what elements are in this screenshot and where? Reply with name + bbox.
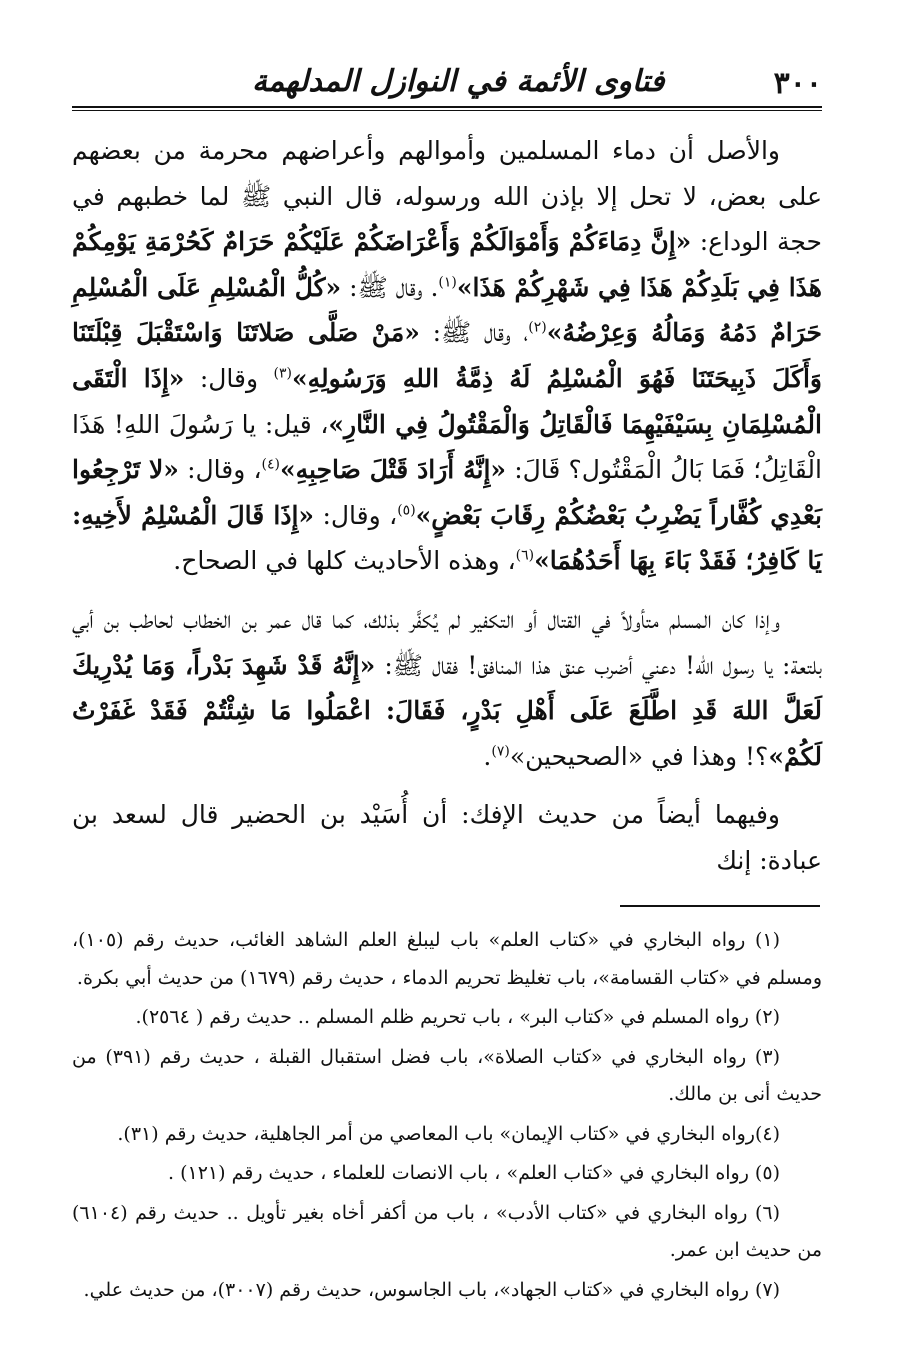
footnote-ref: (٤) bbox=[261, 456, 280, 473]
text-run: وإذا كان المسلم متأولاً في القتال أو التكفير لم يُكفَّر بذلك، كما قال عمر بن الخطاب لحاطب بن أبي بلتعة: يا رسول الله! دعني أضرب عنق هذا المنافق! فقال ﷺ: bbox=[72, 604, 823, 680]
text-run: وفيهما أيضاً من حديث الإفك: أن أُسَيْد بن الحضير قال لسعد بن عبادة: إنك bbox=[72, 800, 822, 875]
running-title: فتاوى الأئمة في النوازل المدلهمة bbox=[252, 64, 665, 99]
hadith-quote: «لا تَرْجِعُوا بَعْدِي كُفَّاراً يَضْرِبُ بَعْضُكُمْ رِقَابَ بَعْضٍ» bbox=[72, 455, 822, 530]
footnotes bbox=[72, 922, 822, 1311]
footnote-ref: (٢) bbox=[528, 320, 547, 337]
hadith-quote: «إِنَّهُ أَرَادَ قَتْلَ صَاحِبِهِ» bbox=[280, 455, 507, 485]
text-run: ، قيل: يا رَسُولَ اللهِ! هَذَا الْقَاتِلُ؛ فَمَا بَالُ الْمَقْتُول؟ قَالَ: bbox=[72, 409, 822, 485]
footnote-ref: (٦) bbox=[515, 548, 535, 565]
hadith-quote: «إِذَا الْتَقَى الْمُسْلِمَانِ بِسَيْفَيْهِمَا فَالْقَاتِلُ وَالْمَقْتُولُ فِي النَّارِ» bbox=[72, 363, 822, 439]
footnote-7: (٧) رواه البخاري في «كتاب الجهاد»، باب الجاسوس، حديث رقم (٣٠٠٧)، من حديث علي. bbox=[83, 1278, 780, 1301]
text-run: وقال: bbox=[184, 363, 274, 393]
text-run: ، وهذه الأحاديث كلها في الصحاح. bbox=[173, 546, 516, 576]
footnote-ref: (١) bbox=[438, 274, 457, 291]
header-rule bbox=[72, 106, 822, 108]
hadith-quote: «إِذَا قَالَ الْمُسْلِمُ لأَخِيهِ: يَا كَافِرُ؛ فَقَدْ بَاءَ بِهَا أَحَدُهُمَا» bbox=[72, 500, 822, 576]
text-run: . وقال ﷺ: bbox=[341, 272, 439, 302]
paragraph-1 bbox=[72, 128, 822, 584]
footnote-6: (٦) رواه البخاري في «كتاب الأدب» ، باب من أكفر أخاه بغير تأويل .. حديث رقم (٦١٠٤) من حديث ابن عمر. bbox=[72, 1201, 822, 1261]
text-run: ؟! وهذا في «الصحيحين» bbox=[509, 741, 769, 771]
hadith-quote: «كُلُّ الْمُسْلِمِ عَلَى الْمُسْلِمِ حَرَامٌ دَمُهُ وَمَالُهُ وَعِرْضُهُ» bbox=[72, 272, 823, 348]
paragraph-2 bbox=[72, 597, 822, 779]
text-run: ، وقال: bbox=[314, 500, 398, 530]
text-run: . bbox=[483, 741, 492, 771]
hadith-quote: «إِنَّ دِمَاءَكُمْ وَأَمْوَالَكُمْ وَأَعْرَاضَكُمْ عَلَيْكُمْ حَرَامٌ كَحُرْمَةِ يَوْمِكُمْ هَذَا فِي بَلَدِكُمْ هَذَا فِي شَهْرِكُمْ هَذَا» bbox=[72, 227, 822, 302]
page-number: ٣٠٠ bbox=[773, 66, 822, 101]
footnote-1: (١) رواه البخاري في «كتاب العلم» باب ليبلغ العلم الشاهد الغائب، حديث رقم (١٠٥)، ومسلم في «كتاب القسامة»، باب تغليظ تحريم الدماء ، حديث رقم (١٦٧٩) من حديث أبي بكرة. bbox=[72, 929, 822, 989]
footnote-ref: (٧) bbox=[491, 743, 510, 760]
paragraph-3 bbox=[72, 792, 822, 883]
footnote-3: (٣) رواه البخاري في «كتاب الصلاة»، باب فضل استقبال القبلة ، حديث رقم (٣٩١) من حديث أنى بن مالك. bbox=[72, 1045, 822, 1105]
hadith-quote: «إِنَّهُ قَدْ شَهِدَ بَدْراً، وَمَا يُدْرِيكَ لَعَلَّ اللهَ قَدِ اطَّلَعَ عَلَى أَهْلِ بَدْرٍ، فَقَالَ: اعْمَلُوا مَا شِئْتُمْ فَقَدْ غَفَرْتُ لَكُمْ» bbox=[72, 650, 822, 771]
footnote-4: (٤)رواه البخاري في «كتاب الإيمان» باب المعاصي من أمر الجاهلية، حديث رقم (٣١). bbox=[117, 1122, 780, 1145]
footnote-ref: (٣) bbox=[273, 365, 292, 382]
text-run: ، وقال: bbox=[178, 455, 262, 485]
footnote-5: (٥) رواه البخاري في «كتاب العلم» ، باب الانصات للعلماء ، حديث رقم (١٢١) . bbox=[168, 1162, 780, 1184]
footnote-2: (٢) رواه المسلم في «كتاب البر» ، باب تحريم ظلم المسلم .. حديث رقم ( ٢٥٦٤). bbox=[135, 1006, 780, 1028]
header-rule-thin bbox=[72, 110, 822, 111]
page-header bbox=[72, 60, 822, 110]
text-run: ، وقال ﷺ: bbox=[419, 318, 529, 348]
hadith-quote: «مَنْ صَلَّى صَلاتَنَا وَاسْتَقْبَلَ قِبْلَتَنَا وَأَكَلَ ذَبِيحَتَنَا فَهُوَ الْمُسْلِمُ لَهُ ذِمَّةُ اللهِ وَرَسُولِهِ» bbox=[72, 318, 822, 393]
footnote-ref: (٥) bbox=[397, 502, 416, 519]
main-text bbox=[72, 128, 822, 884]
text-run: والأصل أن دماء المسلمين وأموالهم وأعراضهم محرمة من بعضهم على بعض، لا تحل إلا بإذن الله ورسوله، قال النبي ﷺ لما خطبهم في حجة الوداع: bbox=[72, 136, 822, 257]
footnote-separator bbox=[620, 905, 820, 907]
